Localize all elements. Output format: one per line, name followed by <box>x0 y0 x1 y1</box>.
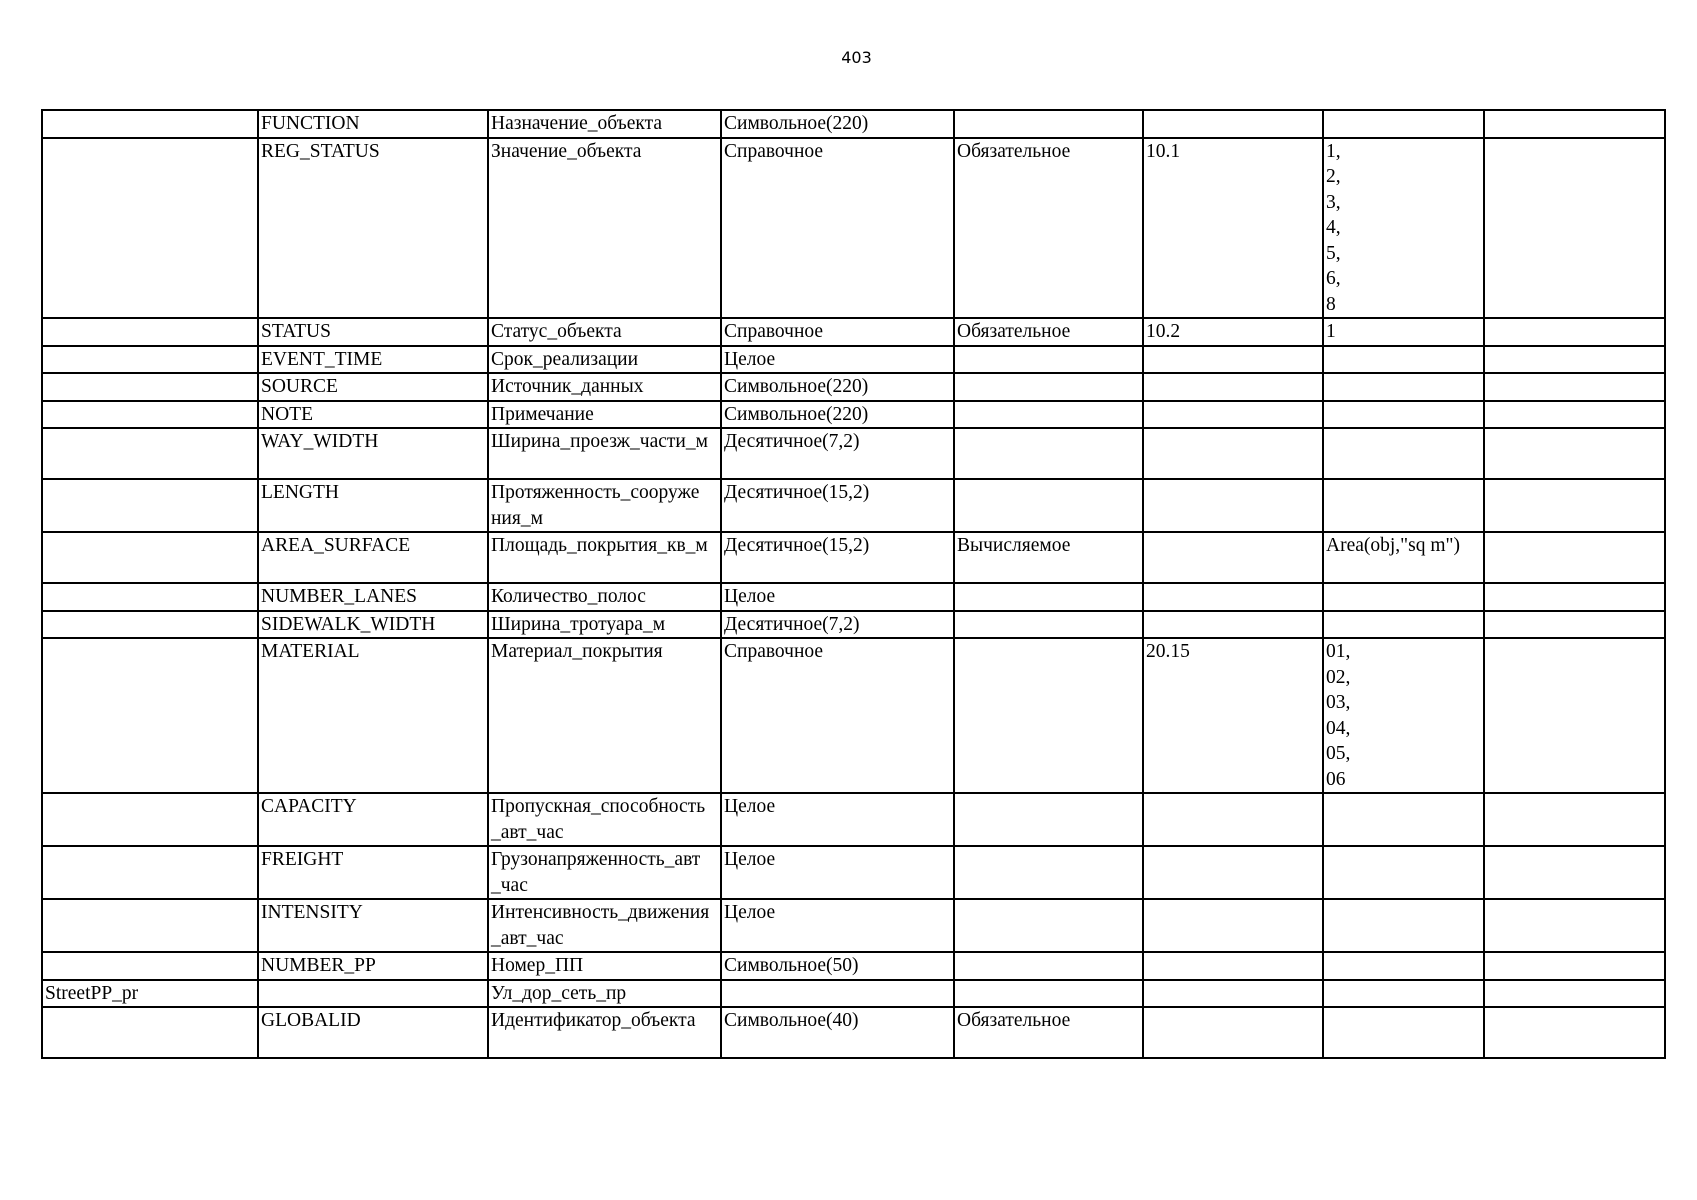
table-cell: Ширина_проезж_части_м <box>488 428 721 479</box>
table-cell: Целое <box>721 346 954 374</box>
table-cell <box>1484 583 1665 611</box>
table-cell <box>1484 1007 1665 1058</box>
table-cell <box>1143 793 1323 846</box>
table-cell: NUMBER_LANES <box>258 583 488 611</box>
table-cell: Интенсивность_движения _авт_час <box>488 899 721 952</box>
table-cell <box>1143 373 1323 401</box>
table-row <box>42 532 1665 583</box>
table-cell <box>954 611 1143 639</box>
table-cell: EVENT_TIME <box>258 346 488 374</box>
table-cell <box>1484 899 1665 952</box>
table-cell <box>954 638 1143 793</box>
table-cell: Символьное(220) <box>721 401 954 429</box>
table-cell <box>42 532 258 583</box>
table-cell: Грузонапряженность_авт _час <box>488 846 721 899</box>
table-body <box>42 110 1665 1058</box>
table-cell <box>954 110 1143 138</box>
table-cell: LENGTH <box>258 479 488 532</box>
table-row <box>42 980 1665 1008</box>
table-cell <box>954 846 1143 899</box>
table-row <box>42 1007 1665 1058</box>
table-cell <box>1484 532 1665 583</box>
table-row <box>42 318 1665 346</box>
table-cell <box>42 401 258 429</box>
table-cell: SOURCE <box>258 373 488 401</box>
table-cell <box>1484 846 1665 899</box>
table-cell <box>1323 793 1484 846</box>
table-cell: Идентификатор_объекта <box>488 1007 721 1058</box>
table-cell <box>1143 346 1323 374</box>
table-cell: STATUS <box>258 318 488 346</box>
table-cell <box>1143 401 1323 429</box>
table-cell: Ширина_тротуара_м <box>488 611 721 639</box>
table-cell: Area(obj,"sq m") <box>1323 532 1484 583</box>
table-cell: Целое <box>721 793 954 846</box>
table-cell <box>954 401 1143 429</box>
table-cell: Символьное(40) <box>721 1007 954 1058</box>
table-cell: Значение_объекта <box>488 138 721 319</box>
table-cell: Примечание <box>488 401 721 429</box>
table-cell <box>1143 532 1323 583</box>
table-cell: Источник_данных <box>488 373 721 401</box>
table-cell <box>1323 583 1484 611</box>
table-cell <box>1484 401 1665 429</box>
table-cell <box>1143 1007 1323 1058</box>
table-cell: Десятичное(7,2) <box>721 611 954 639</box>
table-cell: Справочное <box>721 138 954 319</box>
table-cell <box>1323 952 1484 980</box>
table-cell <box>1143 846 1323 899</box>
table-cell <box>1143 952 1323 980</box>
table-cell: 01, 02, 03, 04, 05, 06 <box>1323 638 1484 793</box>
table-cell <box>1484 346 1665 374</box>
table-row <box>42 793 1665 846</box>
table-cell: GLOBALID <box>258 1007 488 1058</box>
table-cell <box>954 793 1143 846</box>
table-cell <box>1143 428 1323 479</box>
table-cell: Срок_реализации <box>488 346 721 374</box>
table-cell: Целое <box>721 583 954 611</box>
table-cell <box>1484 138 1665 319</box>
table-cell: NOTE <box>258 401 488 429</box>
table-row <box>42 401 1665 429</box>
table-cell <box>1143 110 1323 138</box>
table-cell <box>954 373 1143 401</box>
table-cell: Десятичное(7,2) <box>721 428 954 479</box>
table-cell: Десятичное(15,2) <box>721 479 954 532</box>
table-cell: 1, 2, 3, 4, 5, 6, 8 <box>1323 138 1484 319</box>
table-cell: INTENSITY <box>258 899 488 952</box>
table-cell: FUNCTION <box>258 110 488 138</box>
table-cell <box>42 110 258 138</box>
table-cell: 20.15 <box>1143 638 1323 793</box>
table-cell <box>42 318 258 346</box>
table-cell: Площадь_покрытия_кв_м <box>488 532 721 583</box>
table-cell: Символьное(220) <box>721 110 954 138</box>
table-cell: Целое <box>721 899 954 952</box>
table-row <box>42 952 1665 980</box>
table-cell: WAY_WIDTH <box>258 428 488 479</box>
table-cell: Обязательное <box>954 138 1143 319</box>
table-row <box>42 373 1665 401</box>
table-cell: AREA_SURFACE <box>258 532 488 583</box>
table-cell <box>1323 846 1484 899</box>
table-cell: Десятичное(15,2) <box>721 532 954 583</box>
table-cell <box>1323 110 1484 138</box>
table-cell <box>42 1007 258 1058</box>
table-cell <box>1143 980 1323 1008</box>
table-cell <box>1323 373 1484 401</box>
table-cell <box>1143 611 1323 639</box>
table-cell: Символьное(50) <box>721 952 954 980</box>
table-cell: Количество_полос <box>488 583 721 611</box>
table-cell <box>1484 638 1665 793</box>
table-cell: 10.2 <box>1143 318 1323 346</box>
table-cell <box>42 373 258 401</box>
table-cell <box>42 638 258 793</box>
table-cell: Обязательное <box>954 1007 1143 1058</box>
table-cell <box>1484 793 1665 846</box>
table-cell <box>42 846 258 899</box>
table-cell: Символьное(220) <box>721 373 954 401</box>
table-cell <box>1143 899 1323 952</box>
table-cell: REG_STATUS <box>258 138 488 319</box>
table-cell: SIDEWALK_WIDTH <box>258 611 488 639</box>
table-cell <box>1323 980 1484 1008</box>
table-cell <box>1484 479 1665 532</box>
table-cell: StreetPP_pr <box>42 980 258 1008</box>
table-cell <box>42 583 258 611</box>
table-cell: NUMBER_PP <box>258 952 488 980</box>
table-cell <box>1323 611 1484 639</box>
table-row <box>42 479 1665 532</box>
table-cell <box>42 793 258 846</box>
table-cell: Целое <box>721 846 954 899</box>
table-cell: Материал_покрытия <box>488 638 721 793</box>
table-cell <box>1484 318 1665 346</box>
table-cell <box>1484 952 1665 980</box>
table-cell <box>1323 479 1484 532</box>
table-cell: Справочное <box>721 638 954 793</box>
table-cell <box>1323 346 1484 374</box>
table-cell <box>1484 980 1665 1008</box>
table-cell: Пропускная_способность _авт_час <box>488 793 721 846</box>
table-cell <box>954 428 1143 479</box>
table-row <box>42 611 1665 639</box>
table-cell: Вычисляемое <box>954 532 1143 583</box>
table-cell: FREIGHT <box>258 846 488 899</box>
table-cell <box>954 479 1143 532</box>
table-row <box>42 583 1665 611</box>
table-cell: CAPACITY <box>258 793 488 846</box>
table-cell <box>1323 401 1484 429</box>
table-cell <box>954 952 1143 980</box>
attribute-table <box>41 109 1666 1059</box>
table-cell <box>42 479 258 532</box>
table-cell <box>1143 479 1323 532</box>
table-cell: 10.1 <box>1143 138 1323 319</box>
table-row <box>42 346 1665 374</box>
page-number: 403 <box>841 48 872 67</box>
table-cell <box>42 952 258 980</box>
table-cell <box>954 346 1143 374</box>
table-cell <box>42 138 258 319</box>
table-cell <box>42 428 258 479</box>
table-row <box>42 846 1665 899</box>
table-cell <box>721 980 954 1008</box>
table-cell <box>1323 1007 1484 1058</box>
table-row <box>42 638 1665 793</box>
table-cell <box>1484 611 1665 639</box>
table-row <box>42 428 1665 479</box>
table-cell <box>42 611 258 639</box>
table-cell <box>1143 583 1323 611</box>
table-row <box>42 110 1665 138</box>
table-cell <box>42 899 258 952</box>
table-cell: Ул_дор_сеть_пр <box>488 980 721 1008</box>
table-cell <box>1484 373 1665 401</box>
table-cell: Статус_объекта <box>488 318 721 346</box>
table-row <box>42 138 1665 319</box>
table-cell: Протяженность_сооруже ния_м <box>488 479 721 532</box>
table-cell <box>954 980 1143 1008</box>
table-cell: Номер_ПП <box>488 952 721 980</box>
table-cell: Обязательное <box>954 318 1143 346</box>
table-cell <box>42 346 258 374</box>
table-cell <box>1323 899 1484 952</box>
table-cell: Справочное <box>721 318 954 346</box>
table-cell <box>258 980 488 1008</box>
table-cell <box>1484 428 1665 479</box>
table-cell: 1 <box>1323 318 1484 346</box>
table-cell <box>1323 428 1484 479</box>
table-cell <box>954 899 1143 952</box>
table-cell: Назначение_объекта <box>488 110 721 138</box>
table-cell <box>1484 110 1665 138</box>
table-cell: MATERIAL <box>258 638 488 793</box>
table-row <box>42 899 1665 952</box>
table-cell <box>954 583 1143 611</box>
